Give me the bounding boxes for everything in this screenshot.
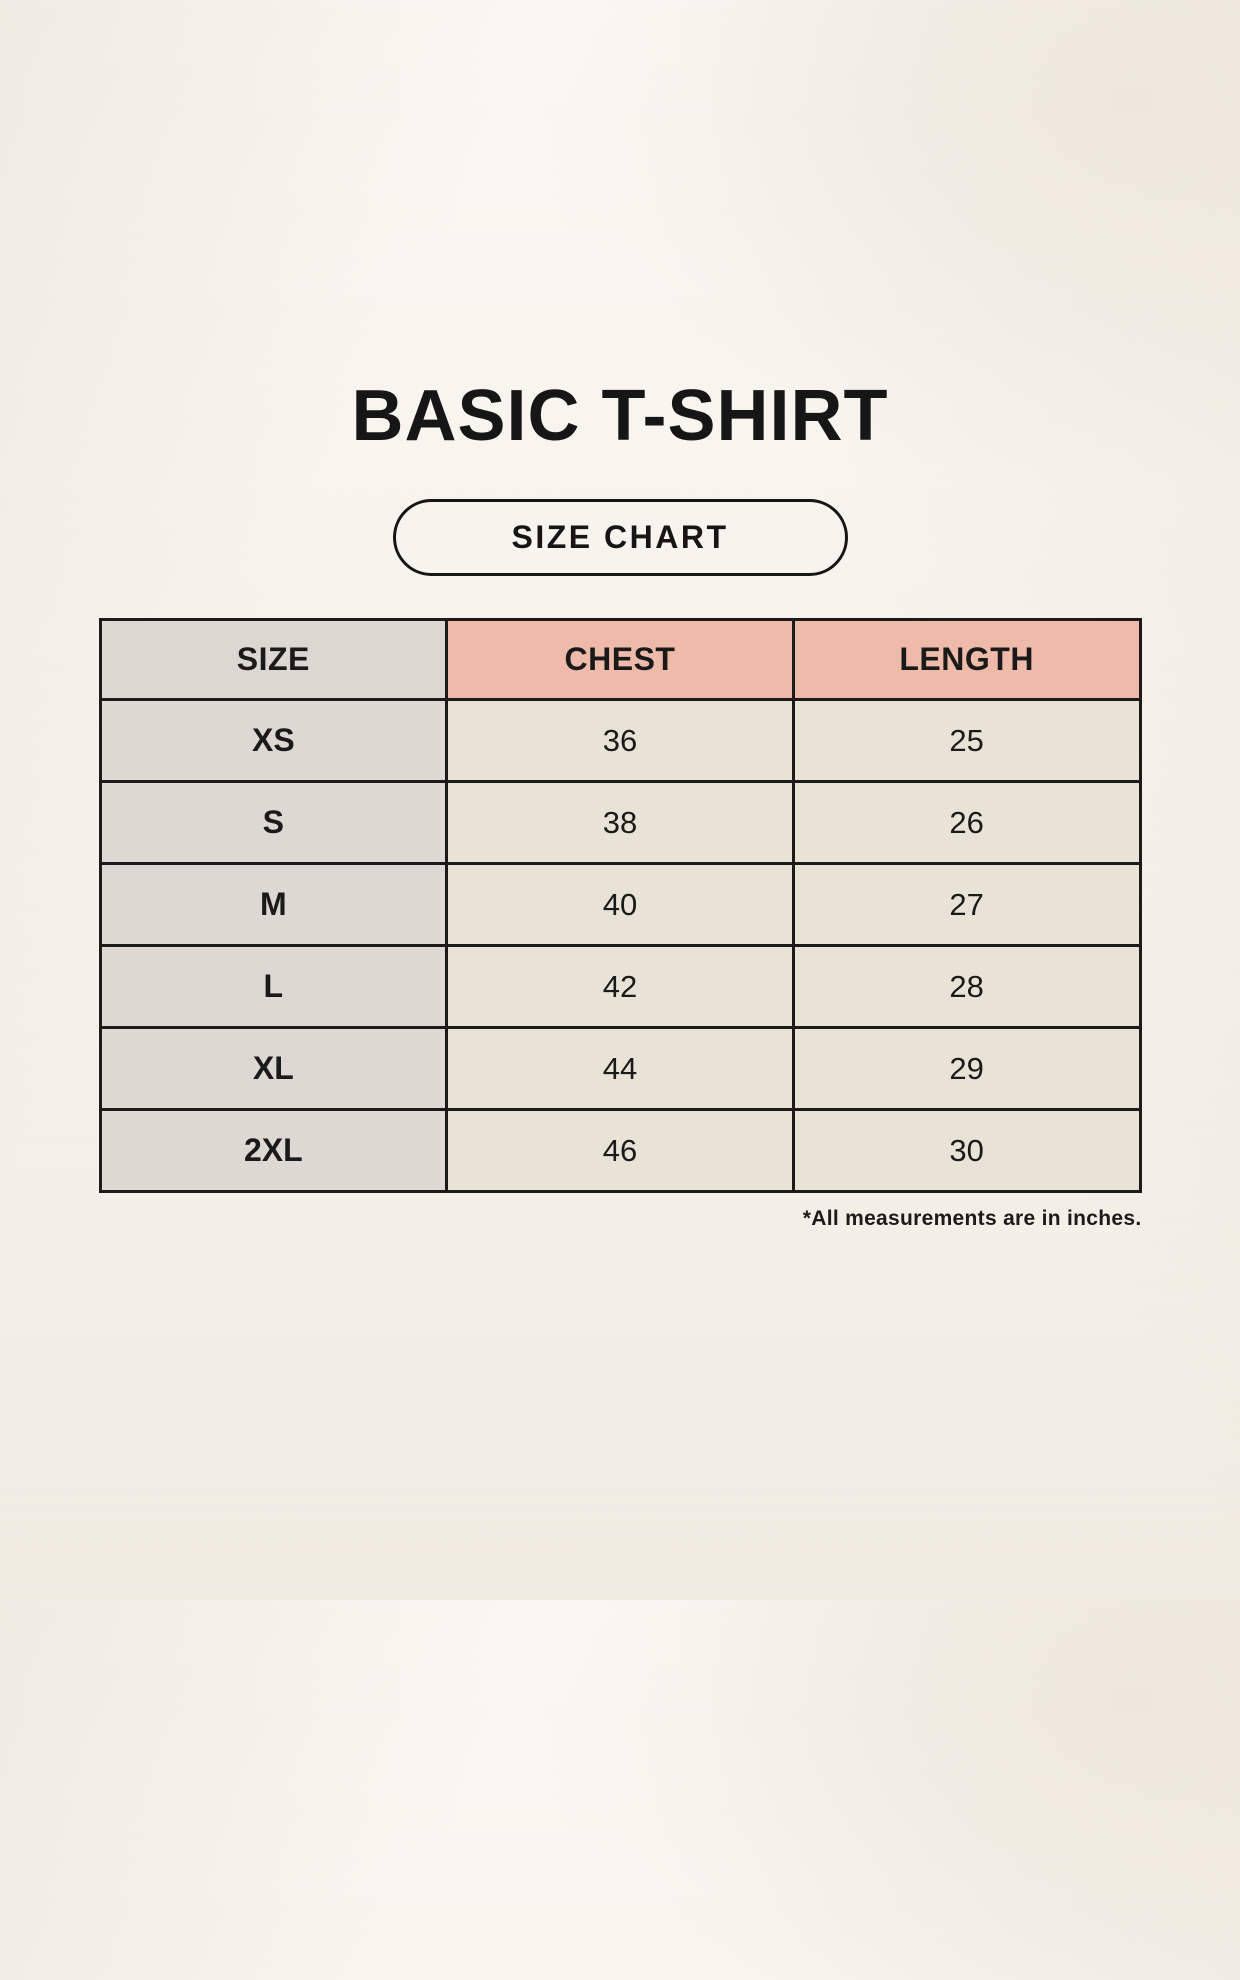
- size-cell: XL: [100, 1028, 447, 1110]
- size-cell: XS: [100, 700, 447, 782]
- size-chart-badge: SIZE CHART: [393, 499, 848, 576]
- table-row: [100, 700, 1140, 782]
- page-title: BASIC T-SHIRT: [351, 376, 889, 456]
- length-cell: 30: [793, 1110, 1140, 1192]
- size-chart-table: [99, 618, 1142, 1193]
- size-cell: 2XL: [100, 1110, 447, 1192]
- size-chart-page: [0, 376, 1240, 1980]
- chest-cell: 42: [447, 946, 794, 1028]
- chest-cell: 38: [447, 782, 794, 864]
- measurements-note: *All measurements are in inches.: [802, 1207, 1142, 1230]
- table-row: [100, 946, 1140, 1028]
- badge-container: [0, 499, 1240, 576]
- size-cell: L: [100, 946, 447, 1028]
- header-row: [100, 620, 1140, 700]
- chest-cell: 40: [447, 864, 794, 946]
- length-cell: 28: [793, 946, 1140, 1028]
- length-cell: 29: [793, 1028, 1140, 1110]
- size-cell: S: [100, 782, 447, 864]
- table-header: [100, 620, 1140, 700]
- chest-cell: 44: [447, 1028, 794, 1110]
- column-header-length: LENGTH: [793, 620, 1140, 700]
- table-row: [100, 864, 1140, 946]
- length-cell: 26: [793, 782, 1140, 864]
- length-cell: 25: [793, 700, 1140, 782]
- column-header-chest: CHEST: [447, 620, 794, 700]
- chest-cell: 36: [447, 700, 794, 782]
- table-row: [100, 1110, 1140, 1192]
- column-header-size: SIZE: [100, 620, 447, 700]
- table-body: [100, 700, 1140, 1192]
- size-cell: M: [100, 864, 447, 946]
- table-row: [100, 1028, 1140, 1110]
- length-cell: 27: [793, 864, 1140, 946]
- table-row: [100, 782, 1140, 864]
- chest-cell: 46: [447, 1110, 794, 1192]
- footnote-container: [99, 1207, 1142, 1231]
